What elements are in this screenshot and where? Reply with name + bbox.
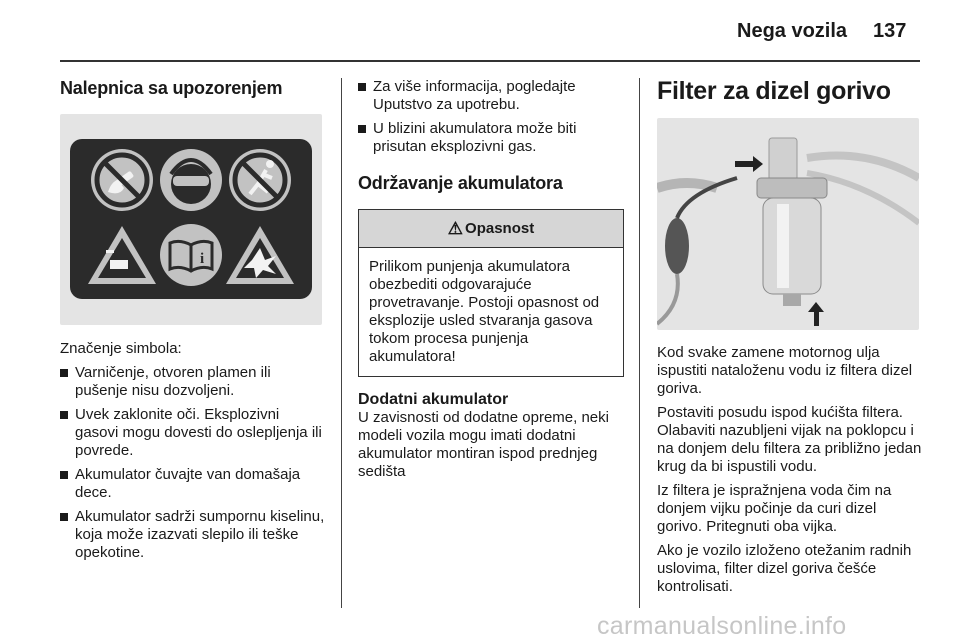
list-item (358, 78, 624, 114)
diesel-filter-heading: Filter za dizel gorivo (657, 77, 891, 105)
read-manual-icon (160, 224, 222, 286)
warning-label-figure (60, 114, 322, 325)
bullet-icon (358, 83, 366, 91)
extra-battery-heading: Dodatni akumulator (358, 391, 509, 408)
list-item (60, 406, 326, 460)
header-rule (60, 60, 920, 62)
page-number: 137 (873, 20, 907, 42)
paragraph: Ako je vozilo izloženo otežanim radnih uslovima, filter dizel goriva češće kontrolisati. (657, 542, 912, 595)
list-item-text: Uvek zaklonite oči. Eksplozivni gasovi mogu dovesti do oslepljenja ili povrede. (75, 406, 322, 459)
bullet-icon (60, 471, 68, 479)
info-list (358, 78, 624, 156)
list-item (60, 364, 326, 400)
diesel-filter-figure (657, 118, 919, 330)
list-item (60, 466, 326, 502)
column-2 (358, 78, 624, 481)
list-item-text: Za više informacija, pogledajte Uputstvo za upotrebu. (373, 78, 576, 113)
danger-box-title: Opasnost (465, 220, 535, 237)
column-1 (60, 72, 326, 562)
symbol-meaning-intro: Značenje simbola: (60, 340, 182, 357)
warning-triangle-icon: ⚠ (447, 218, 464, 238)
column-3 (657, 76, 923, 596)
danger-box-header (359, 210, 623, 248)
extra-battery-text: U zavisnosti od dodatne opreme, neki modeli vozila mogu imati dodatni akumulator montiran ispod prednjeg sedišta (358, 409, 609, 480)
battery-maintenance-heading: Održavanje akumulatora (358, 173, 563, 193)
bullet-icon (60, 411, 68, 419)
danger-box-text: Prilikom punjenja akumulatora obezbediti odgovarajuće provetravanje. Postoji opasnost od eksplozije usled stvaranja gasova tokom procesa punjenja akumulatora! (369, 258, 600, 365)
bullet-icon (60, 369, 68, 377)
diesel-filter-image (657, 118, 919, 330)
warning-label-image (60, 114, 322, 325)
bullet-icon (358, 125, 366, 133)
drain-screw-arrow-icon (808, 302, 824, 326)
list-item-text: Akumulator sadrži sumpornu kiselinu, koja može izazvati slepilo ili teške opekotine. (75, 508, 325, 561)
keep-children-away-icon (229, 149, 291, 211)
no-fire-smoking-icon (91, 149, 153, 211)
svg-text:i: i (200, 251, 205, 267)
site-watermark: carmanualsonline.info (597, 612, 847, 640)
column-divider-2 (639, 78, 640, 608)
paragraph: Postaviti posudu ispod kućišta filtera. Olabaviti nazubljeni vijak na poklopcu i na donjem delu filtera za približno jedan krug da bi ispustili vodu. (657, 404, 922, 475)
symbol-meaning-list (60, 364, 326, 562)
danger-box (358, 209, 624, 377)
list-item-text: U blizini akumulatora može biti prisutan eksplozivni gas. (373, 120, 577, 155)
column-divider-1 (341, 78, 342, 608)
paragraph: Kod svake zamene motornog ulja ispustiti nataloženu vodu iz filtera dizel goriva. (657, 344, 913, 397)
list-item (358, 120, 624, 156)
inlet-arrow-icon (735, 156, 763, 172)
paragraph: Iz filtera je ispražnjena voda čim na donjem vijku počinje da curi dizel gorivo. Pritegnuti oba vijka. (657, 482, 892, 535)
list-item (60, 508, 326, 562)
eye-protection-icon (160, 149, 222, 211)
bullet-icon (60, 513, 68, 521)
list-item-text: Akumulator čuvajte van domašaja dece. (75, 466, 301, 501)
list-item-text: Varničenje, otvoren plamen ili pušenje nisu dozvoljeni. (75, 364, 271, 399)
running-header-title: Nega vozila (737, 20, 848, 42)
warning-label-heading: Nalepnica sa upozorenjem (60, 78, 283, 98)
